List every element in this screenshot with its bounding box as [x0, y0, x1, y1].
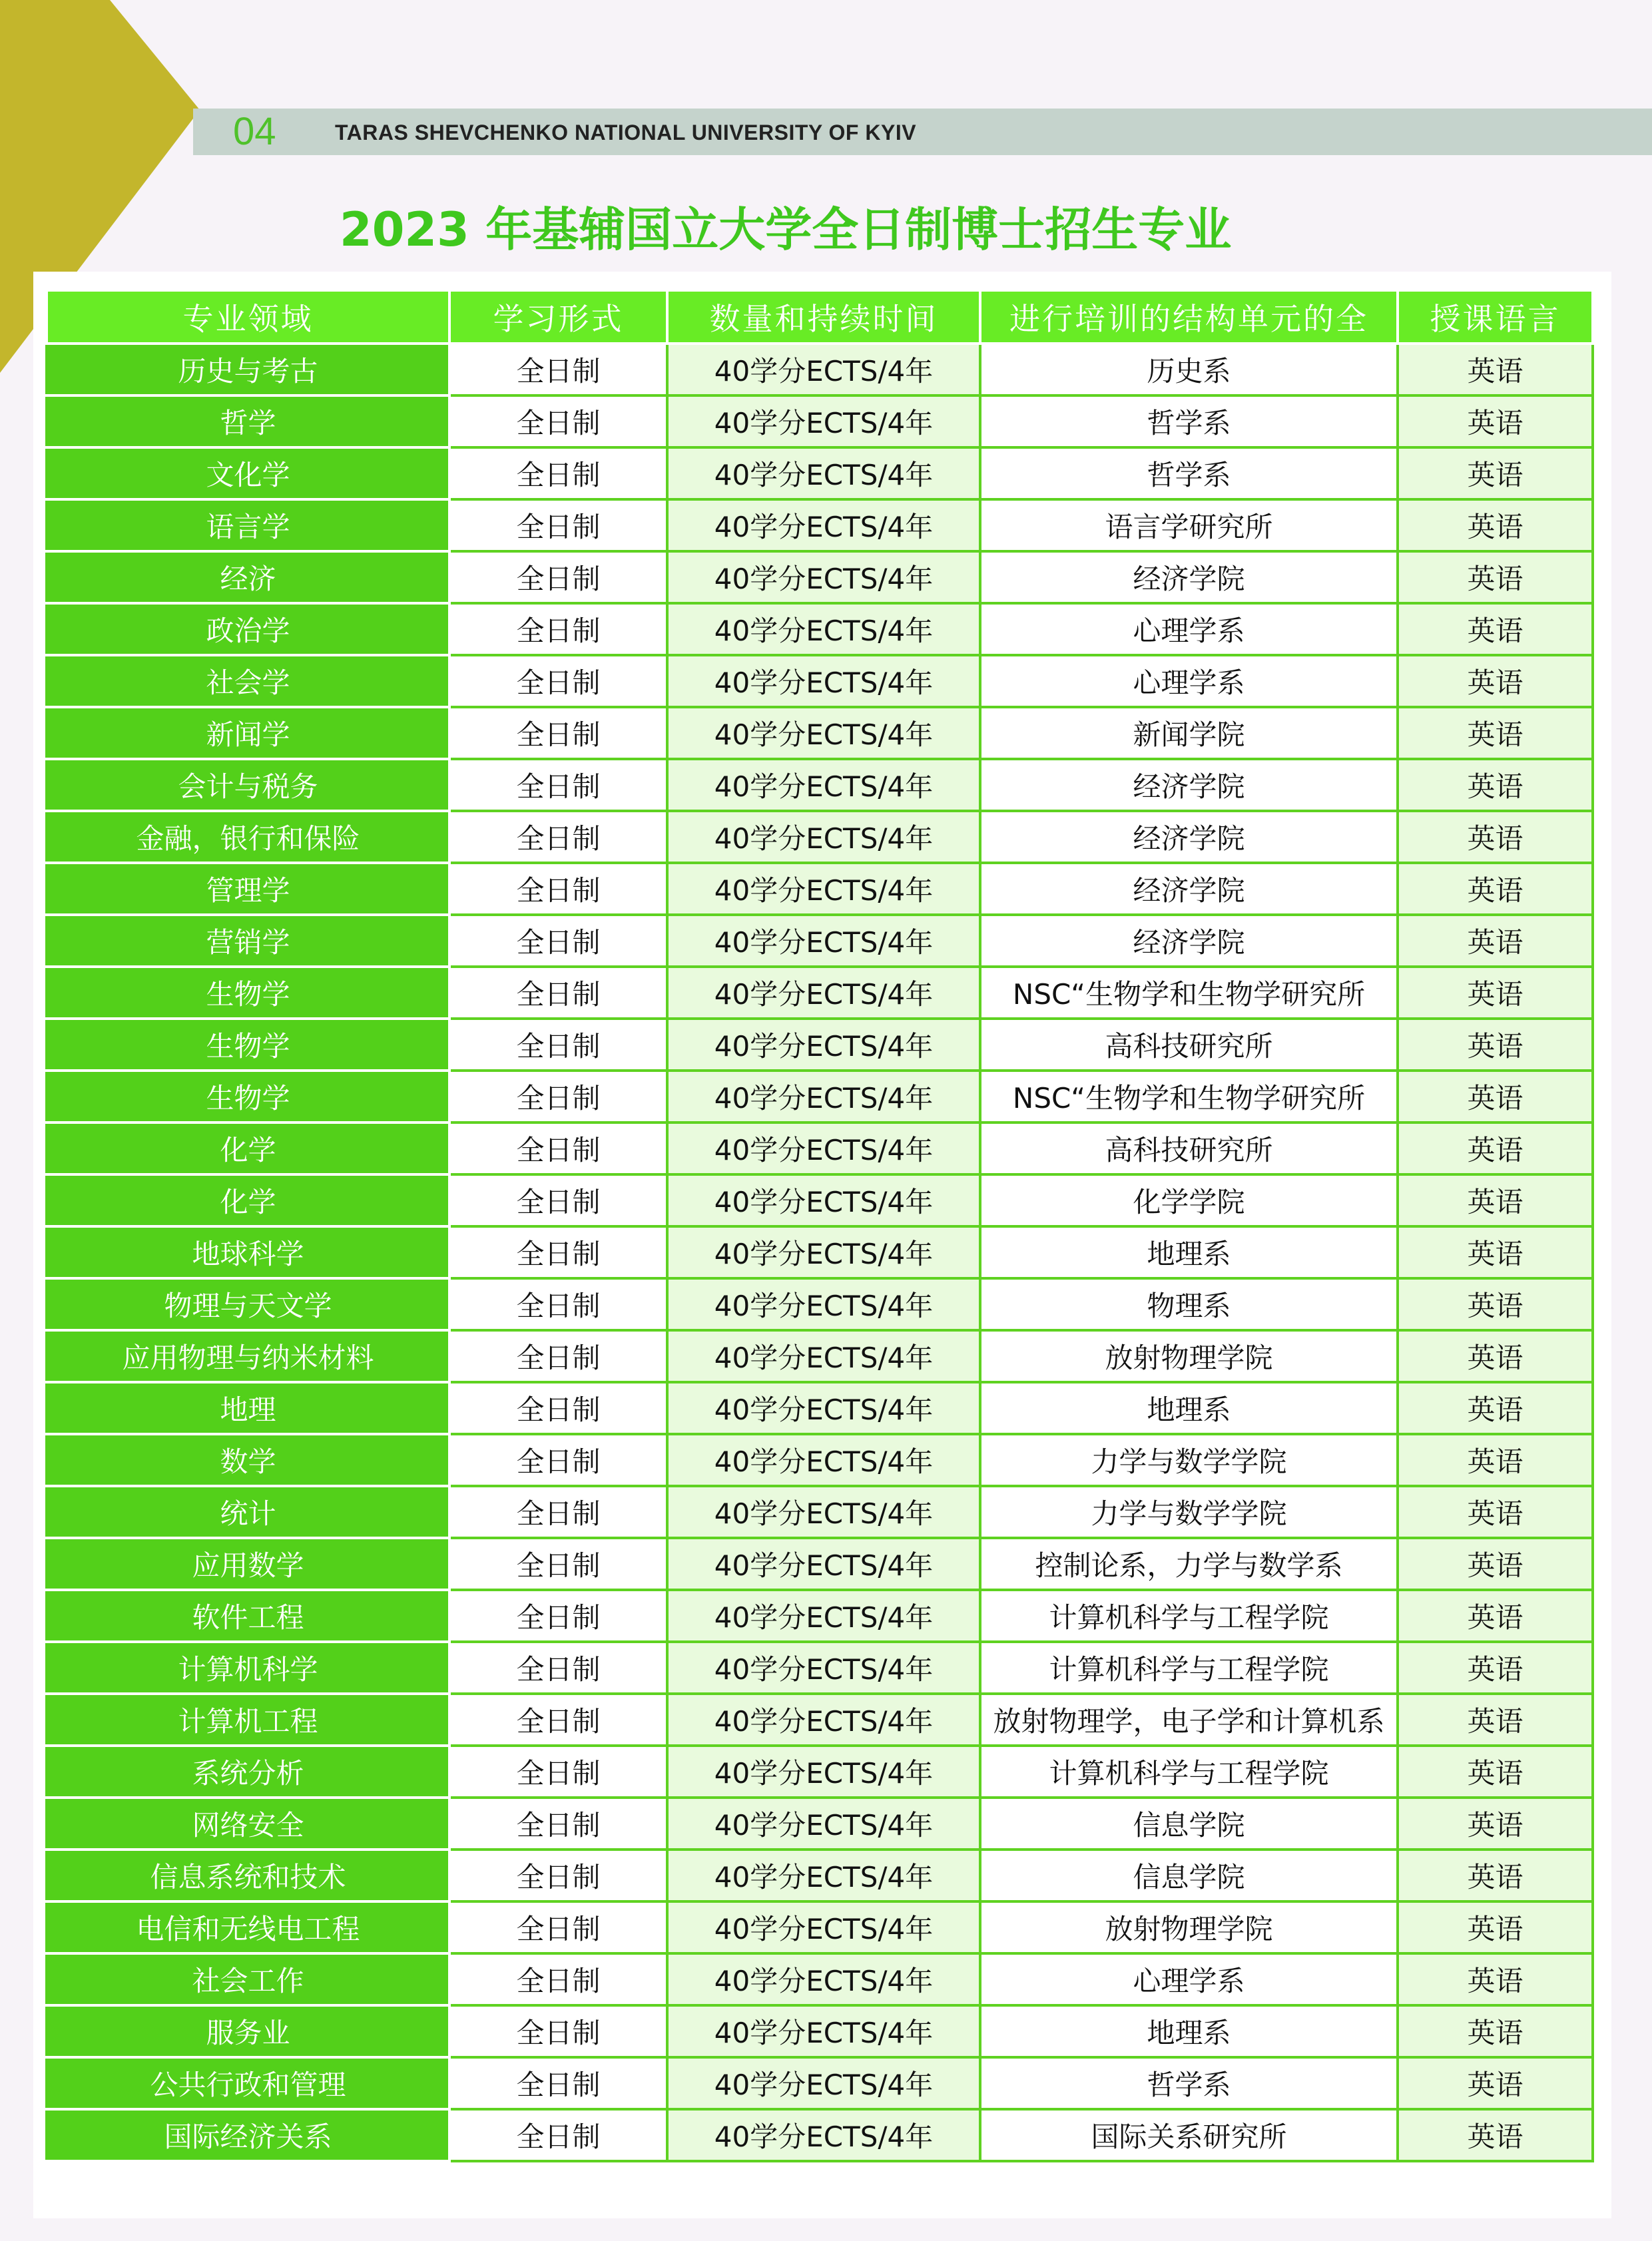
field-cell: 管理学 [47, 863, 449, 915]
study-form-cell: 全日制 [449, 1746, 667, 1798]
language-cell: 英语 [1398, 1850, 1593, 1901]
field-cell: 应用数学 [47, 1538, 449, 1590]
column-header-study-form: 学习形式 [449, 290, 667, 344]
language-cell: 英语 [1398, 1278, 1593, 1330]
field-cell: 化学 [47, 1122, 449, 1174]
study-form-cell: 全日制 [449, 1850, 667, 1901]
credits-cell: 40学分ECTS/4年 [667, 2005, 980, 2057]
credits-cell: 40学分ECTS/4年 [667, 1798, 980, 1850]
credits-cell: 40学分ECTS/4年 [667, 603, 980, 655]
table-row [47, 1174, 1593, 1226]
field-cell: 新闻学 [47, 707, 449, 759]
table-row [47, 1382, 1593, 1434]
table-row [47, 1538, 1593, 1590]
column-header-language: 授课语言 [1398, 290, 1593, 344]
field-cell: 生物学 [47, 967, 449, 1019]
table-row [47, 1590, 1593, 1642]
study-form-cell: 全日制 [449, 1486, 667, 1538]
study-form-cell: 全日制 [449, 1330, 667, 1382]
table-row [47, 707, 1593, 759]
structural-unit-cell: 计算机科学与工程学院 [980, 1590, 1398, 1642]
structural-unit-cell: 国际关系研究所 [980, 2109, 1398, 2161]
study-form-cell: 全日制 [449, 499, 667, 551]
study-form-cell: 全日制 [449, 447, 667, 499]
field-cell: 社会学 [47, 655, 449, 707]
structural-unit-cell: 地理系 [980, 1226, 1398, 1278]
credits-cell: 40学分ECTS/4年 [667, 1694, 980, 1746]
field-cell: 电信和无线电工程 [47, 1901, 449, 1953]
table-row [47, 551, 1593, 603]
credits-cell: 40学分ECTS/4年 [667, 1071, 980, 1122]
study-form-cell: 全日制 [449, 1122, 667, 1174]
study-form-cell: 全日制 [449, 915, 667, 967]
language-cell: 英语 [1398, 551, 1593, 603]
language-cell: 英语 [1398, 2005, 1593, 2057]
credits-cell: 40学分ECTS/4年 [667, 1642, 980, 1694]
study-form-cell: 全日制 [449, 1226, 667, 1278]
language-cell: 英语 [1398, 2057, 1593, 2109]
language-cell: 英语 [1398, 1642, 1593, 1694]
structural-unit-cell: 物理系 [980, 1278, 1398, 1330]
field-cell: 计算机工程 [47, 1694, 449, 1746]
study-form-cell: 全日制 [449, 655, 667, 707]
field-cell: 应用物理与纳米材料 [47, 1330, 449, 1382]
credits-cell: 40学分ECTS/4年 [667, 1486, 980, 1538]
field-cell: 公共行政和管理 [47, 2057, 449, 2109]
language-cell: 英语 [1398, 1382, 1593, 1434]
structural-unit-cell: 高科技研究所 [980, 1122, 1398, 1174]
field-cell: 国际经济关系 [47, 2109, 449, 2161]
table-row [47, 344, 1593, 395]
study-form-cell: 全日制 [449, 1019, 667, 1071]
field-cell: 服务业 [47, 2005, 449, 2057]
table-row [47, 915, 1593, 967]
structural-unit-cell: 高科技研究所 [980, 1019, 1398, 1071]
study-form-cell: 全日制 [449, 759, 667, 811]
field-cell: 哲学 [47, 395, 449, 447]
credits-cell: 40学分ECTS/4年 [667, 1746, 980, 1798]
credits-cell: 40学分ECTS/4年 [667, 344, 980, 395]
study-form-cell: 全日制 [449, 1590, 667, 1642]
table-row [47, 1486, 1593, 1538]
structural-unit-cell: 心理学系 [980, 655, 1398, 707]
field-cell: 历史与考古 [47, 344, 449, 395]
structural-unit-cell: NSC“生物学和生物学研究所 [980, 1071, 1398, 1122]
study-form-cell: 全日制 [449, 967, 667, 1019]
programs-table [45, 289, 1594, 2162]
table-row [47, 1901, 1593, 1953]
structural-unit-cell: 哲学系 [980, 447, 1398, 499]
credits-cell: 40学分ECTS/4年 [667, 395, 980, 447]
language-cell: 英语 [1398, 603, 1593, 655]
field-cell: 会计与税务 [47, 759, 449, 811]
page-title: 2023 年基辅国立大学全日制博士招生专业 [340, 202, 1232, 257]
credits-cell: 40学分ECTS/4年 [667, 759, 980, 811]
table-row [47, 447, 1593, 499]
structural-unit-cell: 地理系 [980, 1382, 1398, 1434]
credits-cell: 40学分ECTS/4年 [667, 447, 980, 499]
language-cell: 英语 [1398, 1071, 1593, 1122]
language-cell: 英语 [1398, 1538, 1593, 1590]
table-row [47, 2109, 1593, 2161]
table-row [47, 1850, 1593, 1901]
field-cell: 营销学 [47, 915, 449, 967]
field-cell: 金融，银行和保险 [47, 811, 449, 863]
field-cell: 数学 [47, 1434, 449, 1486]
structural-unit-cell: 哲学系 [980, 2057, 1398, 2109]
structural-unit-cell: 信息学院 [980, 1798, 1398, 1850]
credits-cell: 40学分ECTS/4年 [667, 1590, 980, 1642]
table-row [47, 395, 1593, 447]
credits-cell: 40学分ECTS/4年 [667, 915, 980, 967]
credits-cell: 40学分ECTS/4年 [667, 1330, 980, 1382]
table-row [47, 1278, 1593, 1330]
structural-unit-cell: 经济学院 [980, 863, 1398, 915]
credits-cell: 40学分ECTS/4年 [667, 2109, 980, 2161]
language-cell: 英语 [1398, 1174, 1593, 1226]
field-cell: 网络安全 [47, 1798, 449, 1850]
field-cell: 语言学 [47, 499, 449, 551]
structural-unit-cell: 哲学系 [980, 395, 1398, 447]
language-cell: 英语 [1398, 1798, 1593, 1850]
table-row [47, 655, 1593, 707]
column-header-field: 专业领域 [47, 290, 449, 344]
table-row [47, 1226, 1593, 1278]
field-cell: 物理与天文学 [47, 1278, 449, 1330]
credits-cell: 40学分ECTS/4年 [667, 1953, 980, 2005]
language-cell: 英语 [1398, 1694, 1593, 1746]
table-row [47, 499, 1593, 551]
study-form-cell: 全日制 [449, 1953, 667, 2005]
field-cell: 社会工作 [47, 1953, 449, 2005]
table-row [47, 2005, 1593, 2057]
credits-cell: 40学分ECTS/4年 [667, 811, 980, 863]
table-row [47, 2057, 1593, 2109]
column-header-credits-duration: 数量和持续时间 [667, 290, 980, 344]
structural-unit-cell: 经济学院 [980, 915, 1398, 967]
field-cell: 计算机科学 [47, 1642, 449, 1694]
field-cell: 政治学 [47, 603, 449, 655]
language-cell: 英语 [1398, 499, 1593, 551]
study-form-cell: 全日制 [449, 1538, 667, 1590]
credits-cell: 40学分ECTS/4年 [667, 707, 980, 759]
credits-cell: 40学分ECTS/4年 [667, 1434, 980, 1486]
language-cell: 英语 [1398, 1590, 1593, 1642]
language-cell: 英语 [1398, 1486, 1593, 1538]
structural-unit-cell: 控制论系，力学与数学系 [980, 1538, 1398, 1590]
table-row [47, 759, 1593, 811]
column-header-structural-unit: 进行培训的结构单元的全 [980, 290, 1398, 344]
language-cell: 英语 [1398, 1746, 1593, 1798]
language-cell: 英语 [1398, 1122, 1593, 1174]
language-cell: 英语 [1398, 655, 1593, 707]
language-cell: 英语 [1398, 1019, 1593, 1071]
credits-cell: 40学分ECTS/4年 [667, 1850, 980, 1901]
study-form-cell: 全日制 [449, 863, 667, 915]
language-cell: 英语 [1398, 811, 1593, 863]
table-row [47, 1642, 1593, 1694]
structural-unit-cell: 经济学院 [980, 811, 1398, 863]
credits-cell: 40学分ECTS/4年 [667, 967, 980, 1019]
language-cell: 英语 [1398, 1226, 1593, 1278]
structural-unit-cell: 放射物理学院 [980, 1330, 1398, 1382]
study-form-cell: 全日制 [449, 1071, 667, 1122]
table-row [47, 1122, 1593, 1174]
language-cell: 英语 [1398, 1434, 1593, 1486]
table-row [47, 1953, 1593, 2005]
table-row [47, 863, 1593, 915]
structural-unit-cell: 语言学研究所 [980, 499, 1398, 551]
table-header-row [47, 290, 1593, 344]
study-form-cell: 全日制 [449, 1174, 667, 1226]
language-cell: 英语 [1398, 915, 1593, 967]
language-cell: 英语 [1398, 1953, 1593, 2005]
table-row [47, 967, 1593, 1019]
structural-unit-cell: 放射物理学院 [980, 1901, 1398, 1953]
study-form-cell: 全日制 [449, 603, 667, 655]
credits-cell: 40学分ECTS/4年 [667, 1538, 980, 1590]
language-cell: 英语 [1398, 1901, 1593, 1953]
study-form-cell: 全日制 [449, 1278, 667, 1330]
study-form-cell: 全日制 [449, 1642, 667, 1694]
study-form-cell: 全日制 [449, 2109, 667, 2161]
study-form-cell: 全日制 [449, 2057, 667, 2109]
field-cell: 软件工程 [47, 1590, 449, 1642]
credits-cell: 40学分ECTS/4年 [667, 1226, 980, 1278]
credits-cell: 40学分ECTS/4年 [667, 551, 980, 603]
language-cell: 英语 [1398, 967, 1593, 1019]
language-cell: 英语 [1398, 1330, 1593, 1382]
field-cell: 文化学 [47, 447, 449, 499]
credits-cell: 40学分ECTS/4年 [667, 863, 980, 915]
structural-unit-cell: 力学与数学学院 [980, 1486, 1398, 1538]
structural-unit-cell: 计算机科学与工程学院 [980, 1642, 1398, 1694]
field-cell: 生物学 [47, 1071, 449, 1122]
structural-unit-cell: 历史系 [980, 344, 1398, 395]
study-form-cell: 全日制 [449, 1382, 667, 1434]
credits-cell: 40学分ECTS/4年 [667, 1019, 980, 1071]
credits-cell: 40学分ECTS/4年 [667, 1901, 980, 1953]
university-name: TARAS SHEVCHENKO NATIONAL UNIVERSITY OF KYIV [335, 121, 917, 144]
structural-unit-cell: NSC“生物学和生物学研究所 [980, 967, 1398, 1019]
table-row [47, 811, 1593, 863]
language-cell: 英语 [1398, 447, 1593, 499]
study-form-cell: 全日制 [449, 1434, 667, 1486]
credits-cell: 40学分ECTS/4年 [667, 1278, 980, 1330]
table-row [47, 1330, 1593, 1382]
table-body [47, 344, 1593, 2161]
credits-cell: 40学分ECTS/4年 [667, 655, 980, 707]
table-row [47, 603, 1593, 655]
field-cell: 统计 [47, 1486, 449, 1538]
table-row [47, 1019, 1593, 1071]
field-cell: 地理 [47, 1382, 449, 1434]
structural-unit-cell: 经济学院 [980, 759, 1398, 811]
field-cell: 生物学 [47, 1019, 449, 1071]
language-cell: 英语 [1398, 344, 1593, 395]
study-form-cell: 全日制 [449, 1694, 667, 1746]
structural-unit-cell: 经济学院 [980, 551, 1398, 603]
credits-cell: 40学分ECTS/4年 [667, 1122, 980, 1174]
field-cell: 地球科学 [47, 1226, 449, 1278]
structural-unit-cell: 放射物理学，电子学和计算机系 [980, 1694, 1398, 1746]
study-form-cell: 全日制 [449, 2005, 667, 2057]
table-row [47, 1746, 1593, 1798]
page-number: 04 [233, 110, 276, 153]
study-form-cell: 全日制 [449, 344, 667, 395]
table-row [47, 1434, 1593, 1486]
structural-unit-cell: 心理学系 [980, 603, 1398, 655]
credits-cell: 40学分ECTS/4年 [667, 1174, 980, 1226]
table-row [47, 1071, 1593, 1122]
study-form-cell: 全日制 [449, 811, 667, 863]
language-cell: 英语 [1398, 395, 1593, 447]
credits-cell: 40学分ECTS/4年 [667, 2057, 980, 2109]
study-form-cell: 全日制 [449, 395, 667, 447]
structural-unit-cell: 地理系 [980, 2005, 1398, 2057]
language-cell: 英语 [1398, 707, 1593, 759]
structural-unit-cell: 信息学院 [980, 1850, 1398, 1901]
language-cell: 英语 [1398, 2109, 1593, 2161]
study-form-cell: 全日制 [449, 551, 667, 603]
structural-unit-cell: 力学与数学学院 [980, 1434, 1398, 1486]
language-cell: 英语 [1398, 759, 1593, 811]
language-cell: 英语 [1398, 863, 1593, 915]
study-form-cell: 全日制 [449, 1798, 667, 1850]
table-row [47, 1798, 1593, 1850]
credits-cell: 40学分ECTS/4年 [667, 499, 980, 551]
field-cell: 化学 [47, 1174, 449, 1226]
structural-unit-cell: 心理学系 [980, 1953, 1398, 2005]
study-form-cell: 全日制 [449, 707, 667, 759]
credits-cell: 40学分ECTS/4年 [667, 1382, 980, 1434]
field-cell: 信息系统和技术 [47, 1850, 449, 1901]
structural-unit-cell: 化学学院 [980, 1174, 1398, 1226]
field-cell: 系统分析 [47, 1746, 449, 1798]
field-cell: 经济 [47, 551, 449, 603]
structural-unit-cell: 计算机科学与工程学院 [980, 1746, 1398, 1798]
study-form-cell: 全日制 [449, 1901, 667, 1953]
structural-unit-cell: 新闻学院 [980, 707, 1398, 759]
table-row [47, 1694, 1593, 1746]
